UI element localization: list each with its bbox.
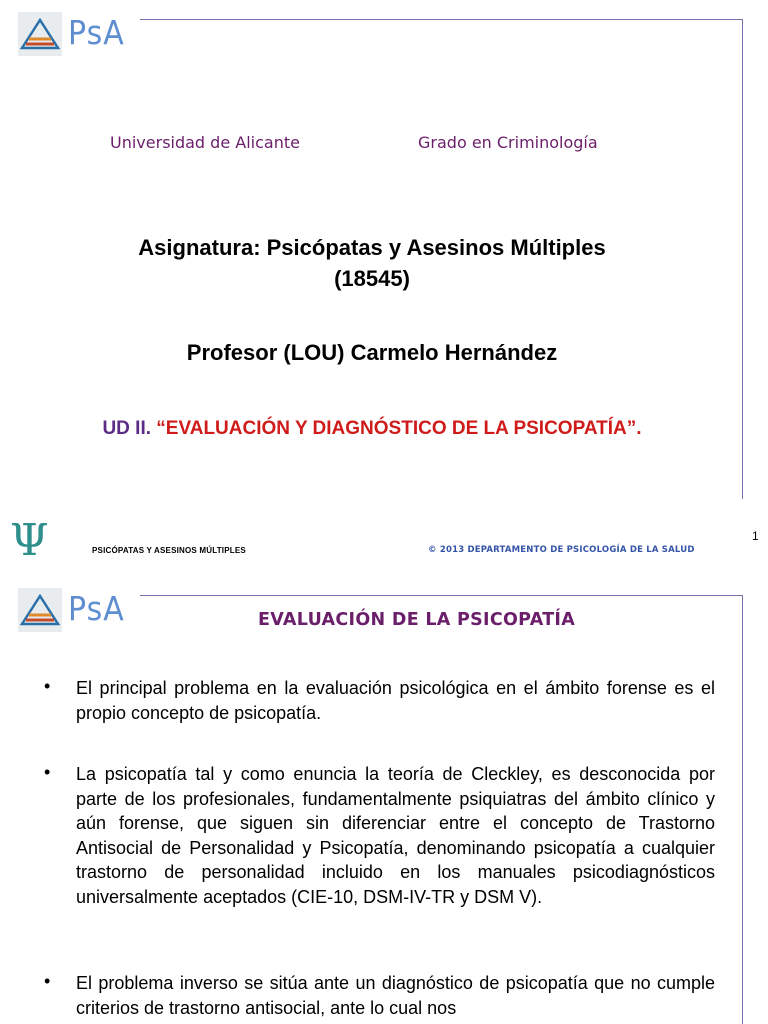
- slide-frame-top: [140, 595, 743, 596]
- mountain-logo-icon: [18, 12, 62, 56]
- bullet-text: La psicopatía tal y como enuncia la teoría de Cleckley, es desconocida por parte de los profesionales, fundamentalmente psiquiatras del ámbito clínico y aún forense, que siguen sin diferenciar entre el concepto de Trastorno Antisocial de Personalidad y Psicopatía, denominando psicopatía a cualquier trastorno de personalidad incluido en los manuales psicodiagnósticos universalmente aceptados (CIE-10, DSM-IV-TR y DSM V).: [76, 764, 715, 907]
- bullet-marker: •: [44, 971, 51, 991]
- unit-heading: “EVALUACIÓN Y DIAGNÓSTICO DE LA PSICOPATÍA”.: [156, 418, 642, 439]
- degree-label: Grado en Criminología: [418, 133, 598, 152]
- slide-frame-top: [140, 19, 743, 20]
- footer-course-name: PSICÓPATAS Y ASESINOS MÚLTIPLES: [92, 546, 246, 555]
- subject-line-1: Asignatura: Psicópatas y Asesinos Múltiples: [138, 235, 606, 260]
- psi-icon: Ψ: [10, 515, 49, 566]
- section-title: EVALUACIÓN DE LA PSICOPATÍA: [258, 610, 576, 630]
- bullet-text: El principal problema en la evaluación psicológica en el ámbito forense es el propio concepto de psicopatía.: [76, 678, 715, 723]
- bullet-marker: •: [44, 676, 51, 696]
- subject-code: (18545): [334, 266, 410, 291]
- unit-prefix: UD II.: [102, 418, 152, 439]
- bullet-marker: •: [44, 762, 51, 782]
- page-number: 1: [752, 529, 759, 543]
- professor-name: Profesor (LOU) Carmelo Hernández: [186, 340, 558, 365]
- slide-frame-right: [742, 595, 743, 1024]
- psa-logo: [18, 588, 125, 632]
- slide-footer: [0, 516, 768, 566]
- bullet-text: El problema inverso se sitúa ante un diagnóstico de psicopatía que no cumple criterios de trastorno antisocial, ante lo cual nos: [76, 973, 715, 1018]
- mountain-logo-icon: [18, 588, 62, 632]
- logo-text: PsA: [68, 590, 125, 629]
- subject-title: [0, 232, 744, 294]
- psa-logo: [18, 12, 125, 56]
- logo-text: PsA: [68, 14, 125, 53]
- university-label: Universidad de Alicante: [110, 133, 300, 152]
- unit-title: [0, 418, 744, 440]
- footer-copyright: © 2013 DEPARTAMENTO DE PSICOLOGÍA DE LA SALUD: [428, 545, 695, 555]
